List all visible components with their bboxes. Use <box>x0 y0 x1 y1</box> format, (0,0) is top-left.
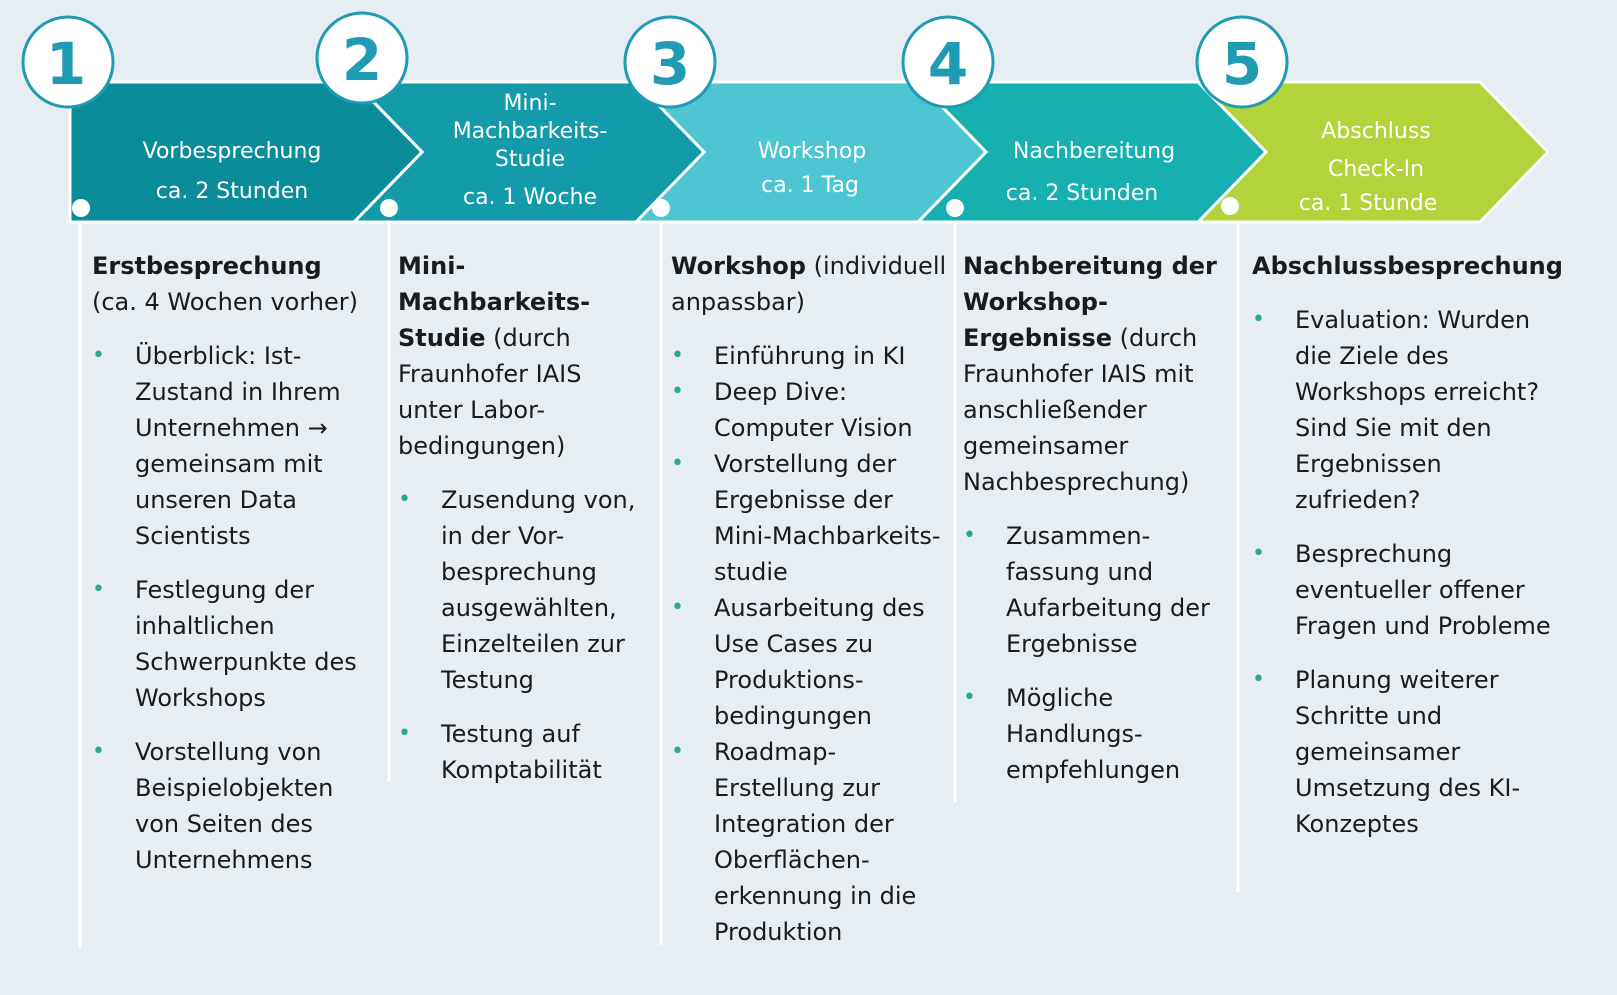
bullet-icon: • <box>963 523 976 548</box>
detail-4-heading-rest: (durch Fraunhofer IAIS mit anschließender gemeinsamer Nachbesprechung) <box>963 324 1198 496</box>
list-item: • Deep Dive: Computer Vision <box>671 374 949 446</box>
list-item: • Besprechung eventueller offener Fragen und Probleme <box>1252 536 1552 644</box>
detail-2-heading-rest: (durch Fraunhofer IAIS unter Labor-bedingungen) <box>398 324 582 460</box>
list-item: • Überblick: Ist-Zustand in Ihrem Unternehmen → gemeinsam mit unseren Data Scientists <box>92 338 372 554</box>
detail-5-list <box>1252 302 1552 842</box>
list-item: • Festlegung der inhaltlichen Schwerpunkte des Workshops <box>92 572 372 716</box>
step-3-number: 3 <box>649 30 691 98</box>
step-5-label-line-3: ca. 1 Stunde <box>1298 191 1438 216</box>
detail-2-heading <box>398 248 653 464</box>
step-2-label-line-2: Machbarkeits- <box>452 119 608 144</box>
detail-column-2 <box>398 248 653 788</box>
detail-2-heading-bold-1: Mini-Machbarkeits- <box>398 252 591 316</box>
detail-4-heading <box>963 248 1228 500</box>
list-item: • Einführung in KI <box>671 338 949 374</box>
detail-column-4 <box>963 248 1228 788</box>
detail-2-list <box>398 482 653 788</box>
step-1-label-line-2: ca. 2 Stunden <box>155 179 309 204</box>
timeline-dot-1 <box>72 199 90 217</box>
detail-5-heading-bold: Abschlussbesprechung <box>1252 252 1563 280</box>
bullet-icon: • <box>92 739 105 764</box>
bullet-icon: • <box>671 739 684 764</box>
detail-5-heading <box>1252 248 1563 284</box>
bullet-icon: • <box>92 343 105 368</box>
step-4-label-line-2: ca. 2 Stunden <box>1005 181 1159 206</box>
bullet-icon: • <box>671 595 684 620</box>
step-5-label-line-2: Check-In <box>1327 157 1425 182</box>
detail-4-heading-bold-3: Ergebnisse <box>963 324 1113 352</box>
bullet-icon: • <box>398 487 411 512</box>
bullet-icon: • <box>963 685 976 710</box>
step-3-label-line-1: Workshop <box>757 139 867 164</box>
detail-column-5 <box>1252 248 1563 842</box>
list-item: • Planung weiterer Schritte und gemeinsamer Umsetzung des KI-Konzeptes <box>1252 662 1552 842</box>
step-3-badge <box>625 17 715 107</box>
list-item: • Testung auf Komptabilität <box>398 716 653 788</box>
detail-4-list <box>963 518 1228 788</box>
step-2-label-line-4: ca. 1 Woche <box>462 185 598 210</box>
step-2-label-line-3: Studie <box>494 147 566 172</box>
timeline-dot-4 <box>946 199 964 217</box>
detail-column-1 <box>92 248 372 878</box>
list-item: • Roadmap-Erstellung zur Integration der Oberflächen-erkennung in die Produktion <box>671 734 949 950</box>
list-item: • Vorstellung von Beispielobjekten von Seiten des Unternehmens <box>92 734 372 878</box>
detail-3-heading-bold: Workshop <box>671 252 806 280</box>
step-1-label-line-1: Vorbesprechung <box>142 139 322 164</box>
detail-4-heading-bold-2: Workshop- <box>963 288 1108 316</box>
detail-3-heading <box>671 248 949 320</box>
bullet-icon: • <box>1252 667 1265 692</box>
step-2-label-line-1: Mini- <box>503 91 557 116</box>
detail-3-heading-rest: (individuell anpassbar) <box>671 252 947 316</box>
step-5-number: 5 <box>1221 30 1263 98</box>
step-5-badge <box>1197 17 1287 107</box>
step-4-label-line-1: Nachbereitung <box>1012 139 1176 164</box>
detail-3-list <box>671 338 949 950</box>
list-item: • Vorstellung der Ergebnisse der Mini-Machbarkeits-studie <box>671 446 949 590</box>
bullet-icon: • <box>671 379 684 404</box>
detail-4-heading-bold-1: Nachbereitung der <box>963 252 1217 280</box>
detail-2-heading-bold-2: Studie <box>398 324 486 352</box>
bullet-icon: • <box>1252 307 1265 332</box>
bullet-icon: • <box>671 451 684 476</box>
step-5-label-line-1: Abschluss <box>1321 119 1431 144</box>
bullet-icon: • <box>92 577 105 602</box>
timeline-dot-5 <box>1221 197 1239 215</box>
bullet-icon: • <box>671 343 684 368</box>
list-item: • Evaluation: Wurden die Ziele des Workshops erreicht? Sind Sie mit den Ergebnissen zufrieden? <box>1252 302 1552 518</box>
step-4-badge <box>903 17 993 107</box>
list-item: • Zusammen-fassung und Aufarbeitung der Ergebnisse <box>963 518 1228 662</box>
list-item: • Zusendung von, in der Vor-besprechung ausgewählten, Einzelteilen zur Testung <box>398 482 653 698</box>
step-4-number: 4 <box>927 30 969 98</box>
detail-column-3 <box>671 248 949 950</box>
list-item: • Mögliche Handlungs-empfehlungen <box>963 680 1228 788</box>
detail-1-heading <box>92 248 372 320</box>
step-3-label-line-2: ca. 1 Tag <box>761 173 859 198</box>
bullet-icon: • <box>398 721 411 746</box>
bullet-icon: • <box>1252 541 1265 566</box>
detail-1-list <box>92 338 372 878</box>
detail-1-heading-rest: (ca. 4 Wochen vorher) <box>92 288 358 316</box>
timeline-dot-2 <box>380 199 398 217</box>
step-2-badge <box>317 13 407 103</box>
list-item: • Ausarbeitung des Use Cases zu Produktions-bedingungen <box>671 590 949 734</box>
detail-1-heading-bold: Erstbesprechung <box>92 252 322 280</box>
step-1-number: 1 <box>45 30 87 98</box>
step-1-badge <box>23 17 113 107</box>
timeline-dot-3 <box>652 199 670 217</box>
step-2-number: 2 <box>341 26 383 94</box>
